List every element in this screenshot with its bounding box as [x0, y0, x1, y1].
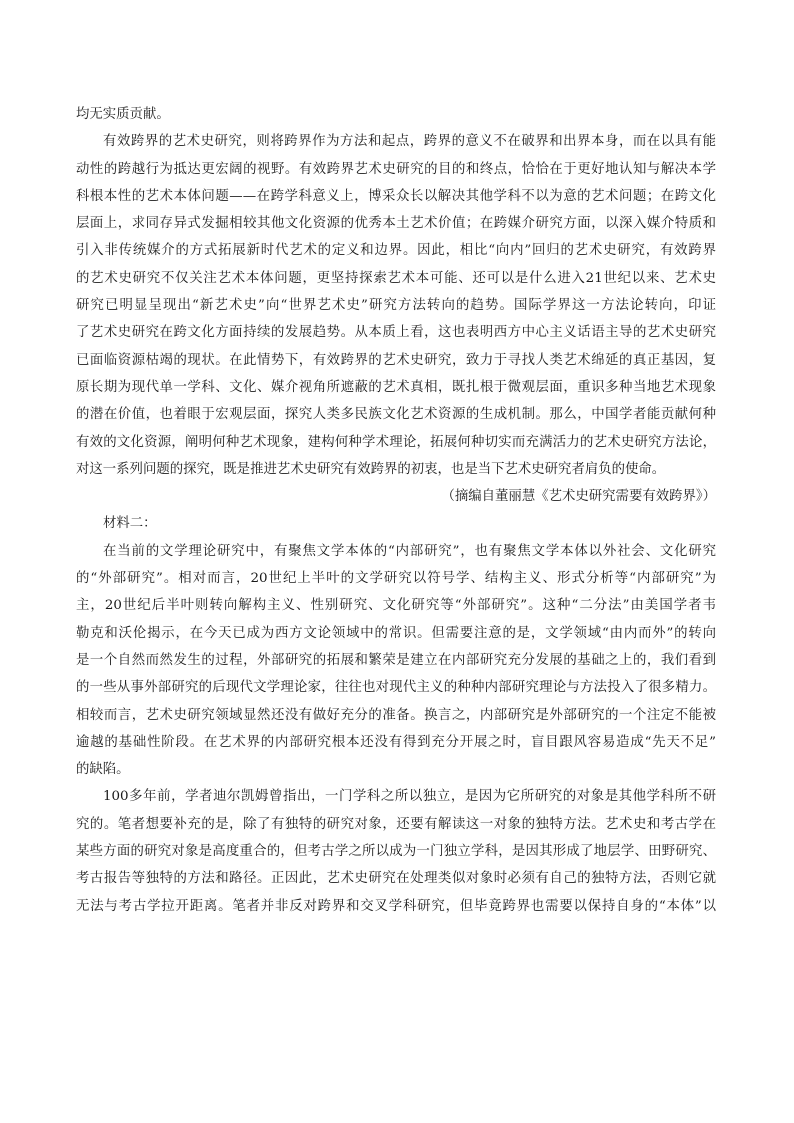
paragraph-line: 逾越的基础性阶段。在艺术界的内部研究根本还没有得到充分开展之时，盲目跟风容易造成“先天不足” [76, 734, 716, 750]
paragraph-line: 层面上，求同存异式发掘相较其他文化资源的优秀本土艺术价值；在跨媒介研究方面，以深入媒介特质和 [76, 216, 716, 232]
paragraph-line: 主，20世纪后半叶则转向解构主义、性别研究、文化研究等“外部研究”。这种“二分法”由美国学者韦 [76, 598, 716, 614]
paragraph-line: 的艺术史研究不仅关注艺术本体问题，更坚持探索艺术本可能、还可以是什么进入21世纪以来、艺术史 [76, 270, 716, 286]
paragraph-line: 的“外部研究”。相对而言，20世纪上半叶的文学研究以符号学、结构主义、形式分析等“内部研究”为 [76, 571, 716, 587]
material-heading: 材料二： [103, 516, 157, 532]
paragraph-line: 的潜在价值，也着眼于宏观层面，探究人类多民族文化艺术资源的生成机制。那么，中国学者能贡献何种 [76, 407, 716, 423]
paragraph-line: 科根本性的艺术本体问题——在跨学科意义上，博采众长以解决其他学科不以为意的艺术问题；在跨文化 [76, 188, 716, 204]
paragraph-line: 对这一系列问题的探究，既是推进艺术史研究有效跨界的初衷，也是当下艺术史研究者肩负的使命。 [76, 461, 666, 477]
paragraph-line: 了艺术史研究在跨文化方面持续的发展趋势。从本质上看，这也表明西方中心主义话语主导的艺术史研究 [76, 325, 716, 341]
paragraph-line: 相较而言，艺术史研究领域显然还没有做好充分的准备。换言之，内部研究是外部研究的一个注定不能被 [76, 707, 716, 723]
paragraph-line: 考古报告等独特的方法和路径。正因此，艺术史研究在处理类似对象时必须有自己的独特方法，否则它就 [76, 871, 716, 887]
article-body [76, 101, 716, 920]
paragraph-line: 无法与考古学拉开距离。笔者并非反对跨界和交叉学科研究，但毕竟跨界也需要以保持自身的“本体”以 [76, 898, 716, 914]
source-attribution: （摘编自董丽慧《艺术史研究需要有效跨界》） [441, 489, 716, 505]
paragraph-line: 原长期为现代单一学科、文化、媒介视角所遮蔽的艺术真相，既扎根于微观层面，重识多种当地艺术现象 [76, 379, 716, 395]
paragraph-line: 动性的跨越行为抵达更宏阔的视野。有效跨界艺术史研究的目的和终点，恰恰在于更好地认知与解决本学 [76, 161, 716, 177]
paragraph-line: 某些方面的研究对象是高度重合的，但考古学之所以成为一门独立学科，是因其形成了地层学、田野研究、 [76, 844, 716, 860]
paragraph-line: 在当前的文学理论研究中，有聚焦文学本体的“内部研究”，也有聚焦文学本体以外社会、文化研究 [103, 543, 716, 559]
paragraph-line: 究的。笔者想要补充的是，除了有独特的研究对象，还要有解读这一对象的独特方法。艺术史和考古学在 [76, 816, 716, 832]
paragraph-line: 的缺陷。 [76, 762, 130, 778]
paragraph-line: 100多年前，学者迪尔凯姆曾指出，一门学科之所以独立，是因为它所研究的对象是其他学科所不研 [103, 789, 716, 805]
paragraph-line: 的一些从事外部研究的后现代文学理论家，往往也对现代主义的种种内部研究理论与方法投入了很多精力。 [76, 680, 716, 696]
paragraph-line: 有效的文化资源，阐明何种艺术现象，建构何种学术理论，拓展何种切实而充满活力的艺术史研究方法论， [76, 434, 716, 450]
paragraph-line: 引入非传统媒介的方式拓展新时代艺术的定义和边界。因此，相比“向内”回归的艺术史研究，有效跨界 [76, 243, 716, 259]
paragraph-line: 有效跨界的艺术史研究，则将跨界作为方法和起点，跨界的意义不在破界和出界本身，而在以具有能 [103, 134, 716, 150]
paragraph-line: 是一个自然而然发生的过程，外部研究的拓展和繁荣是建立在内部研究充分发展的基础之上的，我们看到 [76, 652, 716, 668]
paragraph-line: 勒克和沃伦揭示，在今天已成为西方文论领域中的常识。但需要注意的是，文学领域“由内而外”的转向 [76, 625, 716, 641]
paragraph-continuation-line: 均无实质贡献。 [76, 107, 170, 122]
paragraph-line: 已面临资源枯竭的现状。在此情势下，有效跨界的艺术史研究，致力于寻找人类艺术绵延的真正基因，复 [76, 352, 716, 368]
paragraph-line: 研究已明显呈现出“新艺术史”向“世界艺术史”研究方法转向的趋势。国际学界这一方法论转向，印证 [76, 298, 716, 314]
